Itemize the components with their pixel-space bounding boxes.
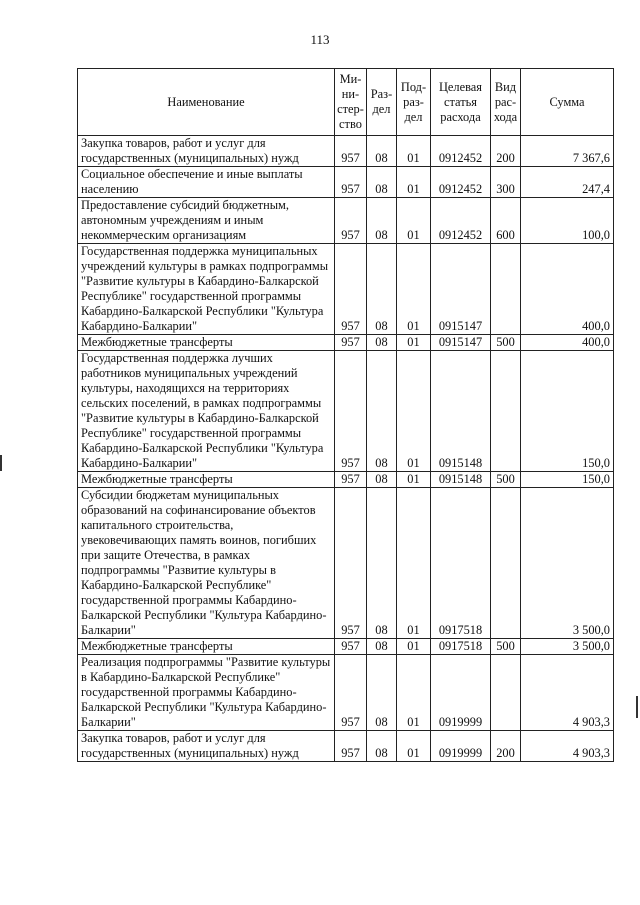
table-row xyxy=(78,167,614,198)
cell-sum: 4 903,3 xyxy=(521,655,614,731)
table-row xyxy=(78,244,614,335)
cell-section: 08 xyxy=(367,198,397,244)
cell-section: 08 xyxy=(367,167,397,198)
cell-section: 08 xyxy=(367,655,397,731)
col-header-kind: Вид рас- хода xyxy=(491,69,521,136)
cell-section: 08 xyxy=(367,335,397,351)
table-row xyxy=(78,335,614,351)
cell-target: 0912452 xyxy=(431,198,491,244)
cell-sum: 150,0 xyxy=(521,351,614,472)
table-row xyxy=(78,136,614,167)
cell-name: Закупка товаров, работ и услуг для государственных (муниципальных) нужд xyxy=(78,731,335,762)
col-header-section: Раз- дел xyxy=(367,69,397,136)
cell-ministry: 957 xyxy=(335,731,367,762)
cell-subsection: 01 xyxy=(397,731,431,762)
table-row xyxy=(78,351,614,472)
cell-name: Реализация подпрограммы "Развитие культуры в Кабардино-Балкарской Республике" государственной программы Кабардино-Балкарской Республики "Культура Кабардино-Балкарии" xyxy=(78,655,335,731)
cell-name: Государственная поддержка муниципальных учреждений культуры в рамках подпрограммы "Развитие культуры в Кабардино-Балкарской Республике" государственной программы Кабардино-Балкарской Республики "Культура Кабардино-Балкарии" xyxy=(78,244,335,335)
cell-target: 0919999 xyxy=(431,731,491,762)
cell-sum: 100,0 xyxy=(521,198,614,244)
cell-section: 08 xyxy=(367,244,397,335)
budget-table xyxy=(77,68,614,762)
cell-name: Предоставление субсидий бюджетным, автономным учреждениям и иным некоммерческим организациям xyxy=(78,198,335,244)
col-header-sum: Сумма xyxy=(521,69,614,136)
table-row xyxy=(78,472,614,488)
cell-subsection: 01 xyxy=(397,244,431,335)
col-header-name: Наименование xyxy=(78,69,335,136)
cell-ministry: 957 xyxy=(335,244,367,335)
cell-sum: 3 500,0 xyxy=(521,639,614,655)
cell-section: 08 xyxy=(367,472,397,488)
cell-subsection: 01 xyxy=(397,335,431,351)
cell-sum: 247,4 xyxy=(521,167,614,198)
col-header-target: Целевая статья расхода xyxy=(431,69,491,136)
col-header-ministry: Ми- ни- стер- ство xyxy=(335,69,367,136)
cell-kind: 300 xyxy=(491,167,521,198)
cell-name: Межбюджетные трансферты xyxy=(78,335,335,351)
cell-section: 08 xyxy=(367,351,397,472)
cell-target: 0915147 xyxy=(431,244,491,335)
cell-target: 0912452 xyxy=(431,136,491,167)
cell-subsection: 01 xyxy=(397,639,431,655)
cell-target: 0919999 xyxy=(431,655,491,731)
cell-ministry: 957 xyxy=(335,655,367,731)
cell-subsection: 01 xyxy=(397,655,431,731)
cell-target: 0917518 xyxy=(431,488,491,639)
cell-kind: 500 xyxy=(491,335,521,351)
cell-section: 08 xyxy=(367,731,397,762)
margin-mark-right xyxy=(636,696,638,718)
cell-subsection: 01 xyxy=(397,167,431,198)
cell-kind: 200 xyxy=(491,731,521,762)
cell-subsection: 01 xyxy=(397,472,431,488)
table-row xyxy=(78,198,614,244)
margin-mark-left xyxy=(0,455,2,471)
cell-sum: 7 367,6 xyxy=(521,136,614,167)
cell-kind: 500 xyxy=(491,472,521,488)
cell-name: Закупка товаров, работ и услуг для государственных (муниципальных) нужд xyxy=(78,136,335,167)
cell-name: Межбюджетные трансферты xyxy=(78,639,335,655)
cell-section: 08 xyxy=(367,639,397,655)
cell-subsection: 01 xyxy=(397,351,431,472)
cell-name: Субсидии бюджетам муниципальных образований на софинансирование объектов капитального строительства, увековечивающих память воинов, погибших при защите Отечества, в рамках подпрограммы "Развитие культуры в Кабардино-Балкарской Республике" государственной программы Кабардино-Балкарской Республики "Культура Кабардино-Балкарии" xyxy=(78,488,335,639)
cell-name: Государственная поддержка лучших работников муниципальных учреждений культуры, находящихся на территориях сельских поселений, в рамках подпрограммы "Развитие культуры в Кабардино-Балкарской Республике" государственной программы Кабардино-Балкарской Республики "Культура Кабардино-Балкарии" xyxy=(78,351,335,472)
cell-kind xyxy=(491,655,521,731)
table-header-row xyxy=(78,69,614,136)
table-row xyxy=(78,639,614,655)
page-number: 113 xyxy=(310,32,330,47)
cell-subsection: 01 xyxy=(397,136,431,167)
cell-target: 0915147 xyxy=(431,335,491,351)
cell-ministry: 957 xyxy=(335,136,367,167)
cell-ministry: 957 xyxy=(335,167,367,198)
cell-kind: 500 xyxy=(491,639,521,655)
cell-kind xyxy=(491,244,521,335)
cell-kind xyxy=(491,351,521,472)
cell-target: 0917518 xyxy=(431,639,491,655)
col-header-subsection: Под- раз- дел xyxy=(397,69,431,136)
cell-ministry: 957 xyxy=(335,351,367,472)
table-row xyxy=(78,655,614,731)
cell-sum: 3 500,0 xyxy=(521,488,614,639)
cell-section: 08 xyxy=(367,488,397,639)
cell-kind xyxy=(491,488,521,639)
cell-sum: 150,0 xyxy=(521,472,614,488)
cell-target: 0915148 xyxy=(431,472,491,488)
cell-kind: 600 xyxy=(491,198,521,244)
cell-ministry: 957 xyxy=(335,335,367,351)
cell-subsection: 01 xyxy=(397,488,431,639)
cell-sum: 400,0 xyxy=(521,244,614,335)
table-row xyxy=(78,731,614,762)
cell-ministry: 957 xyxy=(335,639,367,655)
cell-ministry: 957 xyxy=(335,198,367,244)
cell-name: Межбюджетные трансферты xyxy=(78,472,335,488)
table-row xyxy=(78,488,614,639)
cell-ministry: 957 xyxy=(335,488,367,639)
cell-target: 0915148 xyxy=(431,351,491,472)
cell-section: 08 xyxy=(367,136,397,167)
cell-target: 0912452 xyxy=(431,167,491,198)
cell-sum: 4 903,3 xyxy=(521,731,614,762)
cell-name: Социальное обеспечение и иные выплаты населению xyxy=(78,167,335,198)
cell-ministry: 957 xyxy=(335,472,367,488)
cell-subsection: 01 xyxy=(397,198,431,244)
cell-kind: 200 xyxy=(491,136,521,167)
cell-sum: 400,0 xyxy=(521,335,614,351)
